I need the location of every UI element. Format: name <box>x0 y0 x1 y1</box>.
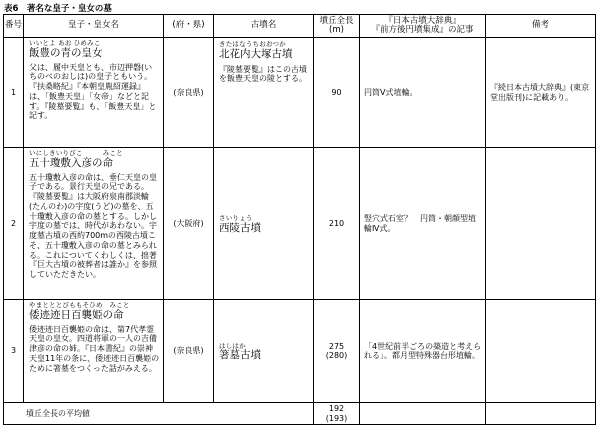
average-note-empty <box>360 403 486 425</box>
average-value-sub: (193) <box>325 413 348 423</box>
average-ref-empty <box>486 403 596 425</box>
header-pref: (府・県) <box>164 15 214 38</box>
header-note-line2: 『前方後円墳集成』の記事 <box>371 25 474 35</box>
person-description: 五十瓊敷入彦の命は、垂仁天皇の皇子である。景行天皇の兄である。『陵墓要覧』は大阪府泉南郡淡輪(たんのわ)の宇度(うど)の墓を、五十瓊敷入彦の命の墓とする。しかし宇度の墓では、時代があわない。宇度墓古墳の西約700mの西陵古墳こそ、五十瓊敷入彦の命の墓とみられる。これについてくわしくは、拙著『巨大古墳の被葬者は誰か』を参照していただきたい。 <box>29 172 157 280</box>
kofun-name-ruby: さいりょう <box>219 214 253 223</box>
header-name: 皇子・皇女名 <box>24 15 164 38</box>
person-description: 倭迹迹日百襲姫の命は、第7代孝霊天皇の皇女。四道将軍の一人の吉備津彦の命の姉。『日本書紀』の崇神天皇11年の条に、倭迹迹日百襲姫のために箸墓をつくった話がみえる。 <box>29 324 160 373</box>
header-ref: 備考 <box>486 15 596 38</box>
mound-length <box>314 38 360 148</box>
kofun-cell <box>214 38 314 148</box>
person-name-ruby: やまとととびももそひめ みこと <box>29 301 130 309</box>
person-cell <box>24 300 164 403</box>
header-kofun: 古墳名 <box>214 15 314 38</box>
kofun-name: 箸墓古墳 <box>219 349 261 362</box>
remarks <box>486 300 596 403</box>
average-cell <box>314 403 360 425</box>
table-row <box>4 300 596 403</box>
average-label: 墳丘全長の平均値 <box>4 403 314 425</box>
mound-length-sub: (280) <box>325 351 348 360</box>
prefecture: (奈良県) <box>164 38 214 148</box>
row-number: 2 <box>4 148 24 300</box>
kofun-name-ruby: きたはなうちおおつか <box>219 40 286 48</box>
person-description: 父は、履中天皇とも、市辺押磐(いちのべのおしは)の皇子ともいう。『扶桑略紀』『本朝皇胤紹運録』は、「飯豊天皇」「女帝」などと記す。『陵墓要覧』も、「飯豊天皇」と記す。 <box>29 62 157 121</box>
header-row <box>4 15 596 38</box>
person-cell <box>24 38 164 148</box>
mound-length <box>314 148 360 300</box>
kofun-note: 『陵墓要覧』はこの古墳を飯豊天皇の陵とする。 <box>219 64 307 84</box>
kofun-name-ruby: はしはか <box>219 341 246 350</box>
table-row <box>4 148 596 300</box>
person-name: 倭迹迹日百襲姫の命 <box>29 308 124 321</box>
header-note <box>360 15 486 38</box>
dictionary-note: 竪穴式石室？ 円筒・朝顔型埴輪Ⅳ式。 <box>360 148 486 300</box>
header-note-line1: 『日本古墳大辞典』 <box>384 15 461 26</box>
mound-length-value: 275 <box>328 341 345 351</box>
dictionary-note: 「4世紀前半ごろの築造と考えられる」。都月型特殊器台形埴輪。 <box>360 300 486 403</box>
header-size-line2: (m) <box>329 25 344 35</box>
remarks <box>486 148 596 300</box>
mound-length-value: 210 <box>328 218 345 228</box>
mound-length-value: 90 <box>331 87 342 97</box>
person-name-ruby: いいとよ あお ひめみこ <box>29 39 101 47</box>
prefecture: (奈良県) <box>164 300 214 403</box>
header-size-line1: 墳丘全長 <box>319 15 354 26</box>
tomb-table <box>3 14 596 425</box>
person-name: 飯豊の青の皇女 <box>29 46 103 59</box>
table-row <box>4 38 596 148</box>
kofun-cell <box>214 148 314 300</box>
average-row <box>4 403 596 425</box>
kofun-name: 西陵古墳 <box>219 221 261 234</box>
average-value: 192 <box>328 404 345 414</box>
row-number: 3 <box>4 300 24 403</box>
person-name-ruby: いにしきいりびこ みこと <box>29 149 123 157</box>
table-caption: 表6 著名な皇子・皇女の墓 <box>4 4 112 14</box>
prefecture: (大阪府) <box>164 148 214 300</box>
kofun-name: 北花内大塚古墳 <box>219 47 293 60</box>
person-cell <box>24 148 164 300</box>
remarks: 『続日本古墳大辞典』(東京堂出版刊)に記載あり。 <box>486 38 596 148</box>
kofun-cell <box>214 300 314 403</box>
row-number: 1 <box>4 38 24 148</box>
header-no: 番号 <box>4 15 24 38</box>
header-size <box>314 15 360 38</box>
mound-length <box>314 300 360 403</box>
person-name: 五十瓊敷入彦の命 <box>29 156 113 169</box>
dictionary-note: 円筒Ⅴ式埴輪。 <box>360 38 486 148</box>
